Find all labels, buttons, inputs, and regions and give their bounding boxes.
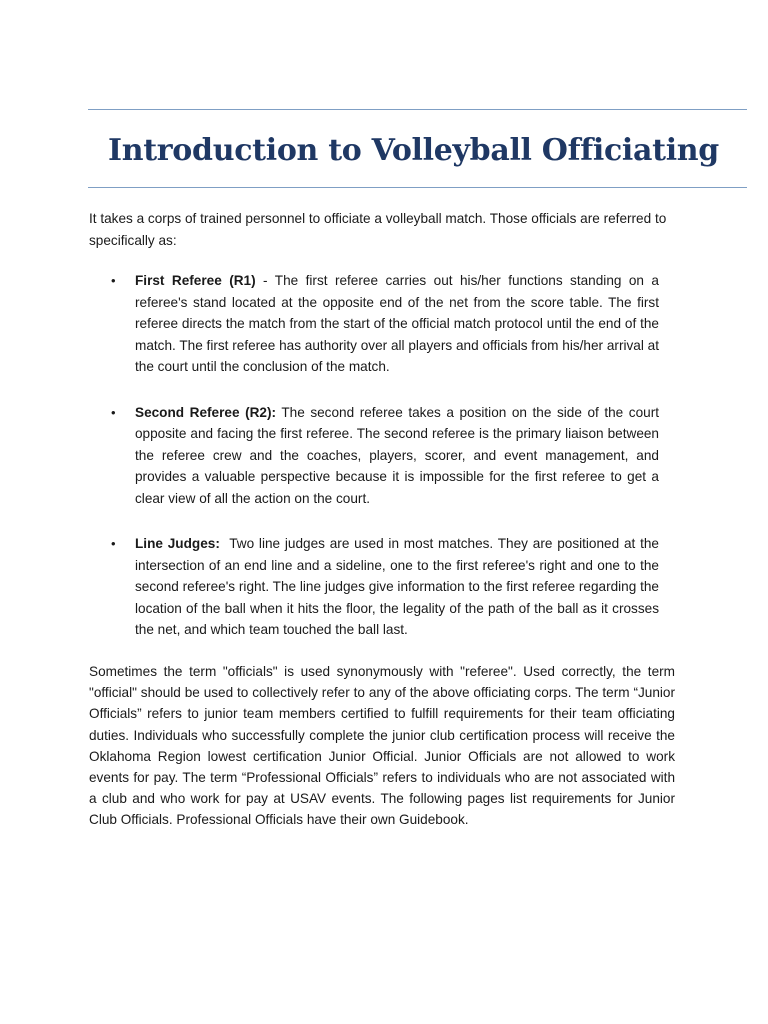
term-separator	[220, 536, 229, 551]
term-first-referee: First Referee (R1)	[135, 273, 256, 288]
bullet-icon: •	[111, 404, 116, 420]
description-first-referee: The first referee carries out his/her functions standing on a referee's stand located at the opposite end of the net from the score table. The first referee directs the match from the start of the official match protocol until the end of the match. The first referee has authority over all players and officials from his/her arrival at the court until the conclusion of the match.	[135, 273, 659, 374]
title-bottom-rule	[88, 187, 747, 188]
list-item-line-judges	[89, 533, 659, 641]
description-line-judges: Two line judges are used in most matches. They are positioned at the intersection of an end line and a sideline, one to the first referee's right and one to the second referee's right. The line judges give information to the first referee regarding the location of the ball when it hits the floor, the legality of the path of the ball as it crosses the net, and which team touched the ball last.	[135, 536, 659, 637]
term-second-referee: Second Referee (R2):	[135, 404, 277, 420]
description-second-referee: The second referee takes a position on the side of the court opposite and facing the first referee. The second referee is the primary liaison between the referee crew and the coaches, players, scorer, and event management, and provides a valuable perspective because it is impossible for the first referee to get a clear view of all the action on the court.	[135, 404, 660, 506]
term-line-judges: Line Judges:	[135, 536, 220, 551]
page-title: Introduction to Volleyball Officiating	[108, 133, 719, 168]
bullet-icon: •	[111, 536, 116, 551]
list-item-first-referee	[89, 270, 659, 378]
term-separator: -	[255, 273, 275, 288]
list-item-second-referee	[89, 402, 659, 510]
closing-paragraph: Sometimes the term "officials" is used synonymously with "referee". Used correctly, the term "official" should be used to collectively refer to any of the above officiating corps. The term “Junior Officials” refers to junior team members certified to fulfill requirements for their team officiating duties. Individuals who successfully complete the junior club certification process will receive the Oklahoma Region lowest certification Junior Official. Junior Officials are not allowed to work events for pay. The term “Professional Officials” refers to individuals who are not associated with a club and who work for pay at USAV events. The following pages list requirements for Junior Club Officials. Professional Officials have their own Guidebook.	[89, 664, 675, 828]
title-top-rule	[88, 109, 747, 110]
officials-list	[89, 270, 659, 641]
bullet-icon: •	[111, 273, 116, 288]
intro-paragraph: It takes a corps of trained personnel to officiate a volleyball match. Those officials are referred to specifically as:	[89, 211, 667, 248]
